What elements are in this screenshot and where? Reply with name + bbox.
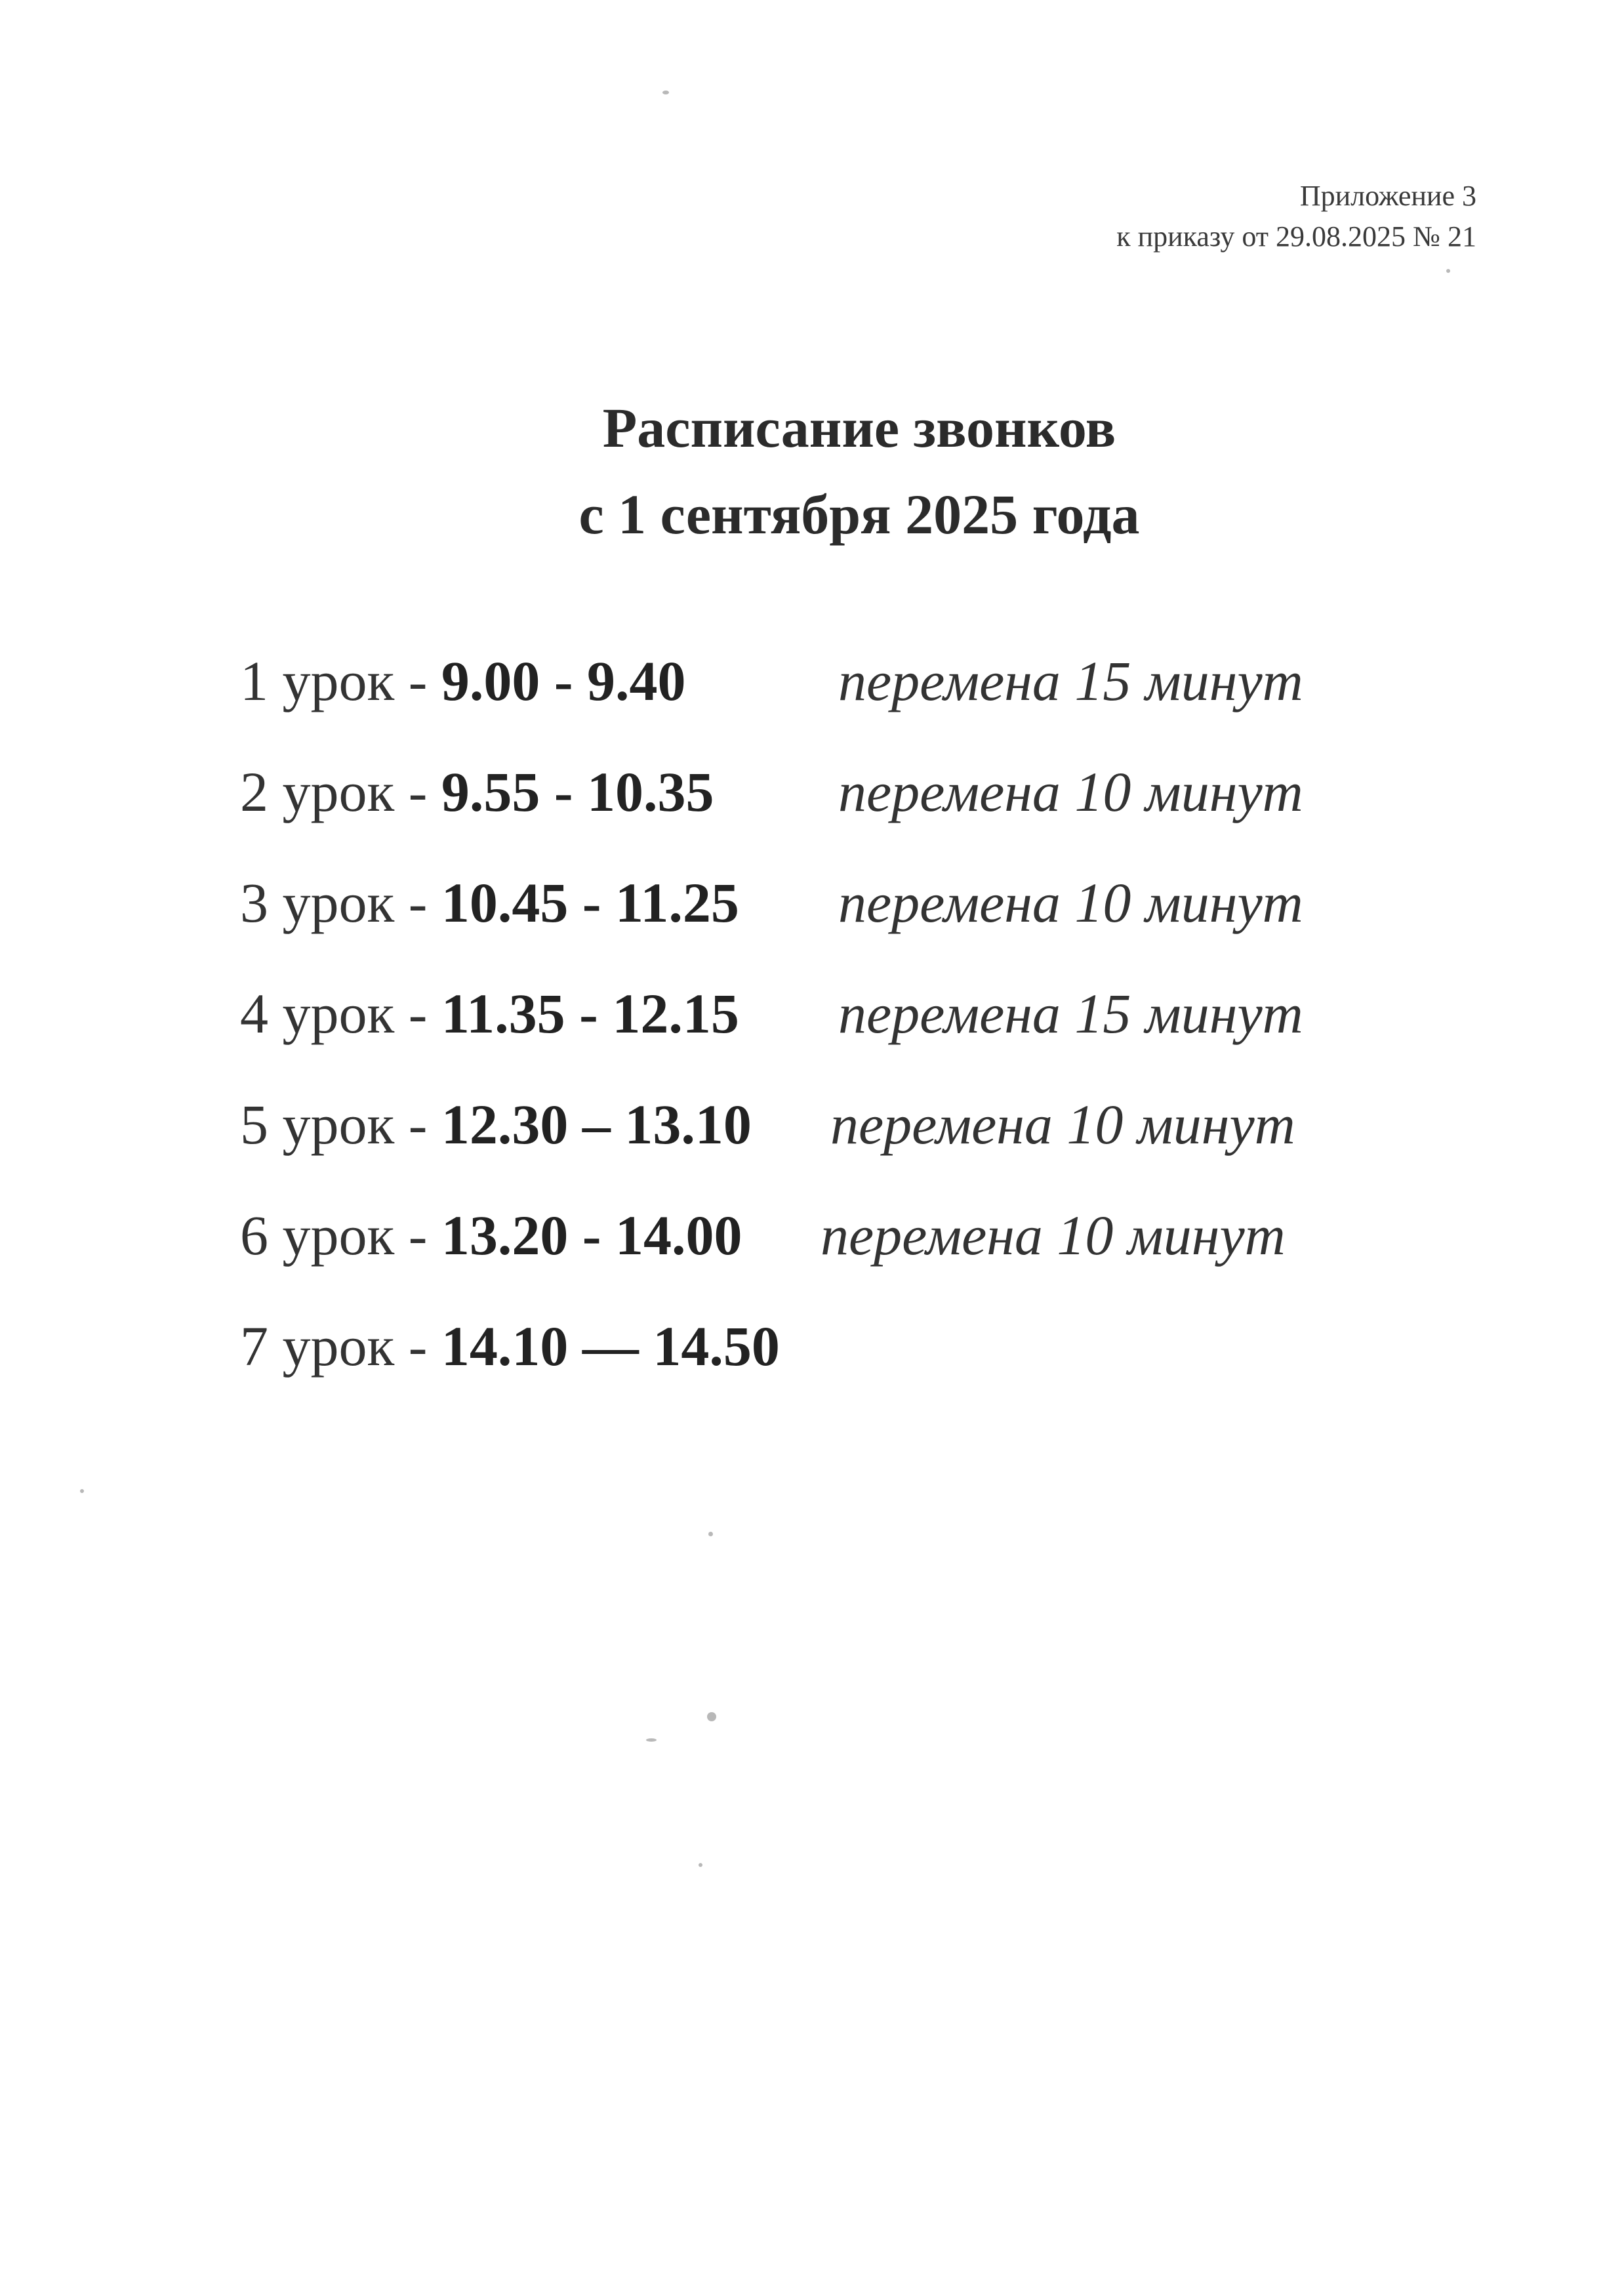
lesson-label: 2 урок - (240, 760, 441, 823)
scan-speck (662, 91, 669, 94)
scan-speck (80, 1489, 84, 1493)
lesson-label: 4 урок - (240, 982, 441, 1045)
schedule-row (240, 1196, 1421, 1307)
appendix-line-1: Приложение 3 (1299, 180, 1476, 212)
break-duration: перемена 15 минут (838, 982, 1303, 1045)
title-line-2: с 1 сентября 2025 года (579, 483, 1140, 546)
schedule-row (240, 974, 1421, 1085)
scan-speck (699, 1863, 702, 1867)
lesson-time: 13.20 - 14.00 (441, 1204, 742, 1267)
lesson-time: 14.10 — 14.50 (441, 1315, 780, 1378)
lesson-entry (240, 752, 714, 831)
lesson-entry (240, 1196, 742, 1275)
scan-speck (1446, 269, 1450, 273)
schedule-row (240, 1307, 1421, 1418)
lesson-label: 7 урок - (240, 1315, 441, 1378)
bell-schedule (240, 642, 1421, 1418)
break-duration: перемена 10 минут (821, 1204, 1286, 1267)
lesson-time: 10.45 - 11.25 (441, 871, 739, 934)
break-duration: перемена 10 минут (830, 1093, 1295, 1156)
title-line-1: Расписание звонков (602, 396, 1116, 459)
appendix-line-2: к приказу от 29.08.2025 № 21 (1116, 220, 1476, 253)
schedule-row (240, 752, 1421, 863)
appendix-note (1116, 176, 1476, 257)
scan-speck (708, 1532, 713, 1536)
break-duration: перемена 10 минут (838, 760, 1303, 823)
document-title (0, 384, 1624, 558)
schedule-row (240, 642, 1421, 752)
lesson-label: 3 урок - (240, 871, 441, 934)
lesson-time: 11.35 - 12.15 (441, 982, 739, 1045)
schedule-row (240, 863, 1421, 974)
lesson-label: 5 урок - (240, 1093, 441, 1156)
lesson-entry (240, 1307, 780, 1385)
lesson-entry (240, 642, 686, 720)
break-duration: перемена 10 минут (838, 871, 1303, 934)
lesson-time: 12.30 – 13.10 (441, 1093, 752, 1156)
break-duration: перемена 15 минут (838, 649, 1303, 712)
lesson-label: 1 урок - (240, 649, 441, 712)
lesson-label: 6 урок - (240, 1204, 441, 1267)
scan-speck (707, 1712, 716, 1721)
lesson-time: 9.00 - 9.40 (441, 649, 686, 712)
scan-speck (646, 1738, 657, 1742)
schedule-row (240, 1085, 1421, 1196)
lesson-entry (240, 1085, 752, 1164)
lesson-time: 9.55 - 10.35 (441, 760, 714, 823)
lesson-entry (240, 974, 739, 1053)
lesson-entry (240, 863, 739, 942)
